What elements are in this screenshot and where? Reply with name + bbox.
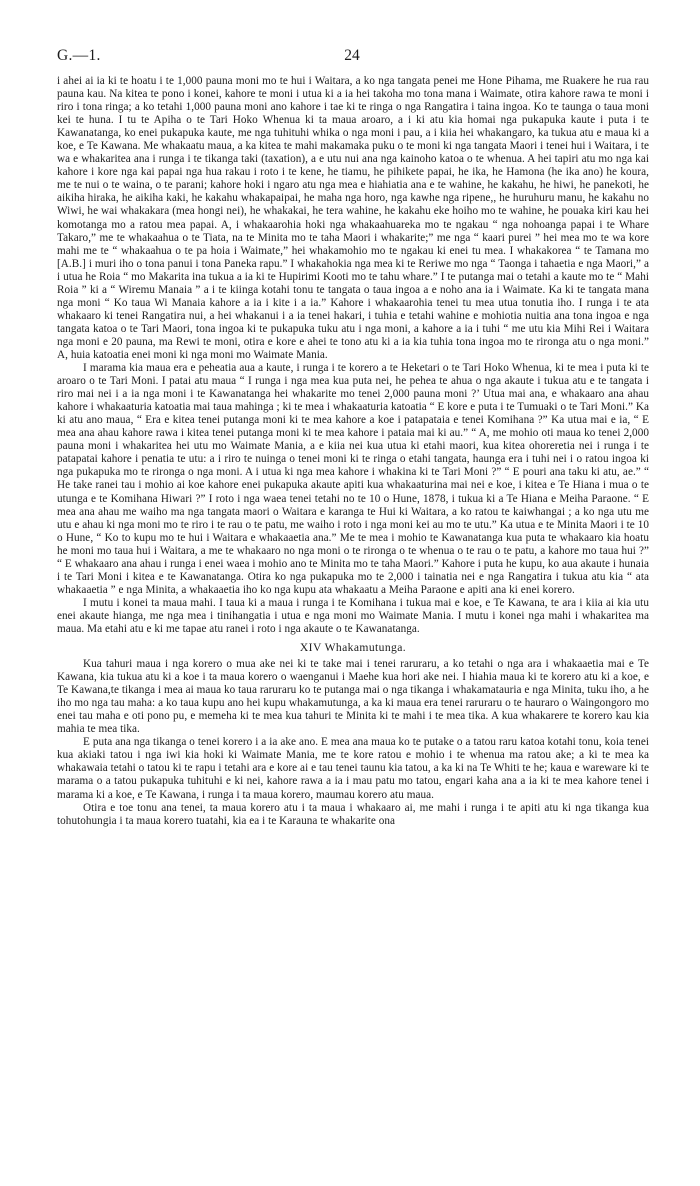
body-text <box>57 75 649 828</box>
paragraph: Kua tahuri maua i nga korero o mua ake nei ki te take mai i tenei raruraru, a ko tetahi o nga ara i whakaaetia mai e Te Kawana, kia tukua atu ki a koe i ta maua korero o waenganui i Maehe kua hori ake nei. I hiahia maua ki te korero atu ki a koe, e Te Kawana,te tikanga i mea ai maua ko taua raruraru ko te putanga mai o nga tikanga i whakamatauria e nga Minita, tuku iho, a he iho mo nga tau maha: a ko taua kupu ano hei kupu whakamutunga, a ka ki maua era tenei raruraru o te hauraro o Waingongoro mo enei tau maha e oti pono pu, e memeha ki te mea kua tahuri te Minita ki te mahi i te mea tika. A kua whakarere te korero kau kia mahia te mea tika. <box>57 658 649 736</box>
document-reference: G.—1. <box>57 47 101 64</box>
page-header <box>57 47 647 69</box>
paragraph-continued: i ahei ai ia ki te hoatu i te 1,000 pauna moni mo te hui i Waitara, a ko nga tangata penei me Hone Pihama, me Ruakere he rua rau pauna kau. Na kitea te pono i konei, kahore te moni i utua ki a ia hei takoha mo tona mana i Waimate, otira kahore rawa te moni i riro i tona ringa; a ko tetahi 1,000 pauna moni ano kahore i tae ki te ringa o nga Rangatira i taina ingoa. Ko te taunga o taua moni kei te huna. I tu te Apiha o te Tari Hoko Whenua ki ta maua aroaro, a i ki atu kia homai nga pukapuka kaute i puta i te Kawanatanga, ko enei pukapuka kaute, me nga tuhituhi whika o nga moni i pau, a i kiia hei whakangaro, ka tukua atu e maua ki a koe, e Te Kawana. Me whakaatu maua, a ka kitea te mahi makamaka puku o te moni ki nga tangata Maori i tenei hui i Waitara, i te wa e whakaritea ana i runga i te tikanga taki (taxation), a e utu nui ana nga kainoho katoa o te whenua. A hei tapiri atu mo nga kai kahore i kore nga kai papai nga hua rakau i roto i te kene, he tiamu, he pihikete papai, he ika, he Hamona (he ika ano) he koura, me te nui o te waina, o te parani; kahore hoki i ngaro atu nga mea e hiahiatia ana e te wahine, he kakahu, he hiwi, he panekoti, he aikiha hiraka, he aikiha kaki, he kakahu whakapaipai, he maha nga horo, nga kawhe nga ripene,, he huruhuru manu, he kakahu no Wiwi, he wai whakakara (mea hongi nei), he whakakai, he tera wahine, he kakahu eke hoiho mo te wahine, he pouaka kiri kau hei komotanga mo a ratou mea papai. A, i whakaarohia hoki nga whakaahuareka mo te ngakau “ nga nohoanga papai i te Whare Takaro,” me te whakaahua o te Tiata, na te Minita mo te taha Maori i whakarite;” me nga “ kaari purei ” hei mea mo te wa kore mahi me te “ whakaahua o te pa hoia i Waimate,” hei whakamohio mo te ngakau ki enei tu mea. I whakakorea “ te Tamana mo [A.B.] i muri iho o tona panui i tona Paneka rapu.” I whakahokia nga mea ki te Reriwe mo nga “ Taonga i tahaetia e nga Maori,” a i utua he Roia “ mo Makarita ina tukua a ia ki te Hupirimi Kooti mo te tahu whare.” I te putanga mai o tetahi a kaute mo te “ Mahi Roia ” ki a “ Wiremu Manaia ” a i te kiinga kotahi tonu te tangata o taua ingoa a e noho ana ia i Waimate. Ka ki te tangata mana nga moni “ Ko taua Wi Manaia kahore a ia i kite i a ia.” Kahore i whakaarohia tenei tu mea utua tonutia iho. I runga i te ata whakaaro ki tenei Rangatira nui, a hei whakanui i a ia tenei hakari, i tuhia e tetahi wahine e mohiotia nuitia ana tona ingoa e nga tangata katoa o te Tari Maori, tona ingoa ki te pukapuka tuku atu i nga moni, a kahore a ia i tuhi “ me utu kia Mihi Rei i Waitara nga moni e 20 pauna, ma Rewi te moni, otira e kore e ahei te tono atu ki a ia kia tuhia tona ingoa mo te rironga atu o nga moni.” A, huia katoatia enei moni ki nga moni mo Waimate Mania. <box>57 75 649 361</box>
section-heading: XIV Whakamutunga. <box>299 641 407 655</box>
paragraph: Otira e toe tonu ana tenei, ta maua korero atu i ta maua i whakaaro ai, me mahi i runga i te apiti atu ki nga tikanga kua tohutohungia i ta maua korero tuatahi, kia ea i te Karauna te whakarite ona <box>57 801 649 827</box>
paragraph: I marama kia maua era e peheatia aua a kaute, i runga i te korero a te Heketari o te Tari Hoko Whenua, ki te mea i puta ki te aroaro o te Tari Moni. I patai atu maua “ I runga i nga mea kua puta nei, he pehea te ahua o nga akaute i tukua atu e te tangata i riro mai nei i a ia nga moni i te Kawanatanga hei whakarite mo tenei 2,000 pauna moni ?’ Utua mai ana, e whakaaro ana ahau kahore i whakaaturia katoatia mai taua mahinga ; ki te mea i whakaaturia katoatia “ E kore e puta i te Tumuaki o te Tari Moni.” Ka ki atu ano maua, “ Era e kitea tenei putanga moni ki te mea kahore a koe i patapataia e tenei Komihana ?” Ka utua mai e ia, “ E mea ana ahau kahore rawa i kitea tenei putanga moni ki te mea kahore i pataia mai ki au.” “ A, me mohio oti maua ko tenei 2,000 pauna moni i whakaritea hei utu mo Waimate Mania, a e kiia nei kua utua ki etahi maori, kua kitea ohoreretia nei i runga i te patapatai kahore i penatia te utu: a i riro te nuinga o tenei moni ki te ringa o etahi tangata, haunga era i tuhi nei i o ratou ingoa ki nga pukapuka mo te rironga o nga moni. A i utua ki nga mea kahore i whakina ki te Tari Moni ?” “ E pouri ana taku ki atu, ae.” “ He take ranei tau i mohio ai koe kahore enei pukapuka akaute apiti kua whakaaturina mai nei e koe, i kitea e Te Hiana i mua o te utunga e te Komihana Hiwari ?” I roto i nga waea tenei tetahi no te 10 o Hune, 1878, i tukua ki a Te Hiana e Meiha Paraone. “ E mea ana ahau me waiho ma nga tangata maori o Waitara e karanga te Hui ki Waitara, a ko ratou te kaiwhangai ; a ko nga utu me utu e ahau ki nga moni mo te riro i te rau o te patu, me waiho i roto i nga moni kei au mo te utu.” Ka utua e te Minita Maori i te 10 o Hune, “ Ko to kupu mo te hui i Waitara e whakaaetia ana.” Me te mea i mohio te Kawanatanga kua puta te whakaaro kia hoatu he moni mo taua hui i Waitara, a me te whakaaro no nga moni o te rironga o te whenua o te rau o te patu, a kahore mo taua hui ?” “ E whakaaro ana ahau i runga i enei waea i mohio ano te Minita mo te taha Maori.” Kahore i puta he kupu, ko aua akaute i hunaia i te Tari Moni i kitea e te Kawanatanga. Otira ko nga pukapuka mo te 2,000 i tainatia nei e nga Rangatira i tukua atu kia “ ata whakaaetia ” e nga Minita, a whakaaetia iho ko nga kupu ata whakaatu a Meiha Paraone e apiti ana ki enei korero. <box>57 362 649 596</box>
paragraph: E puta ana nga tikanga o tenei korero i a ia ake ano. E mea ana maua ko te putake o a tatou raru katoa kotahi tonu, koia tenei kua akiaki tatou i nga iwi kia hoki ki Waimate Mania, me te kore ratou e mohio i te whenua ma ratou ake; a ki te mea ka whakawaia tetahi o tatou ki te rapu i tetahi ara e kore ai e tau tenei taunu kia tatou, a ka ki na Te Whiti te he; kaua e wareware ki te marama o a tatou pukapuka tuhituhi e ki nei, kahore rawa a ia i mau patu mo tatou, engari kaha ana a ia ki te mea kahore tenei i marama ki a koe, e Te Kawana, i runga i ta maua korero, maumau korero atu maua. <box>57 736 649 801</box>
paragraph: I mutu i konei ta maua mahi. I taua ki a maua i runga i te Komihana i tukua mai e koe, e Te Kawana, te ara i kiia ai kia utu enei akaute hianga, me nga mea i tinihangatia i utua e nga moni mo Waimate Mania. I mutu i konei nga mahi i whakaritea ma maua. Ma etahi atu e ki me tapae atu ranei i roto i nga akaute o te Kawanatanga. <box>57 596 649 635</box>
page-number: 24 <box>344 47 360 64</box>
